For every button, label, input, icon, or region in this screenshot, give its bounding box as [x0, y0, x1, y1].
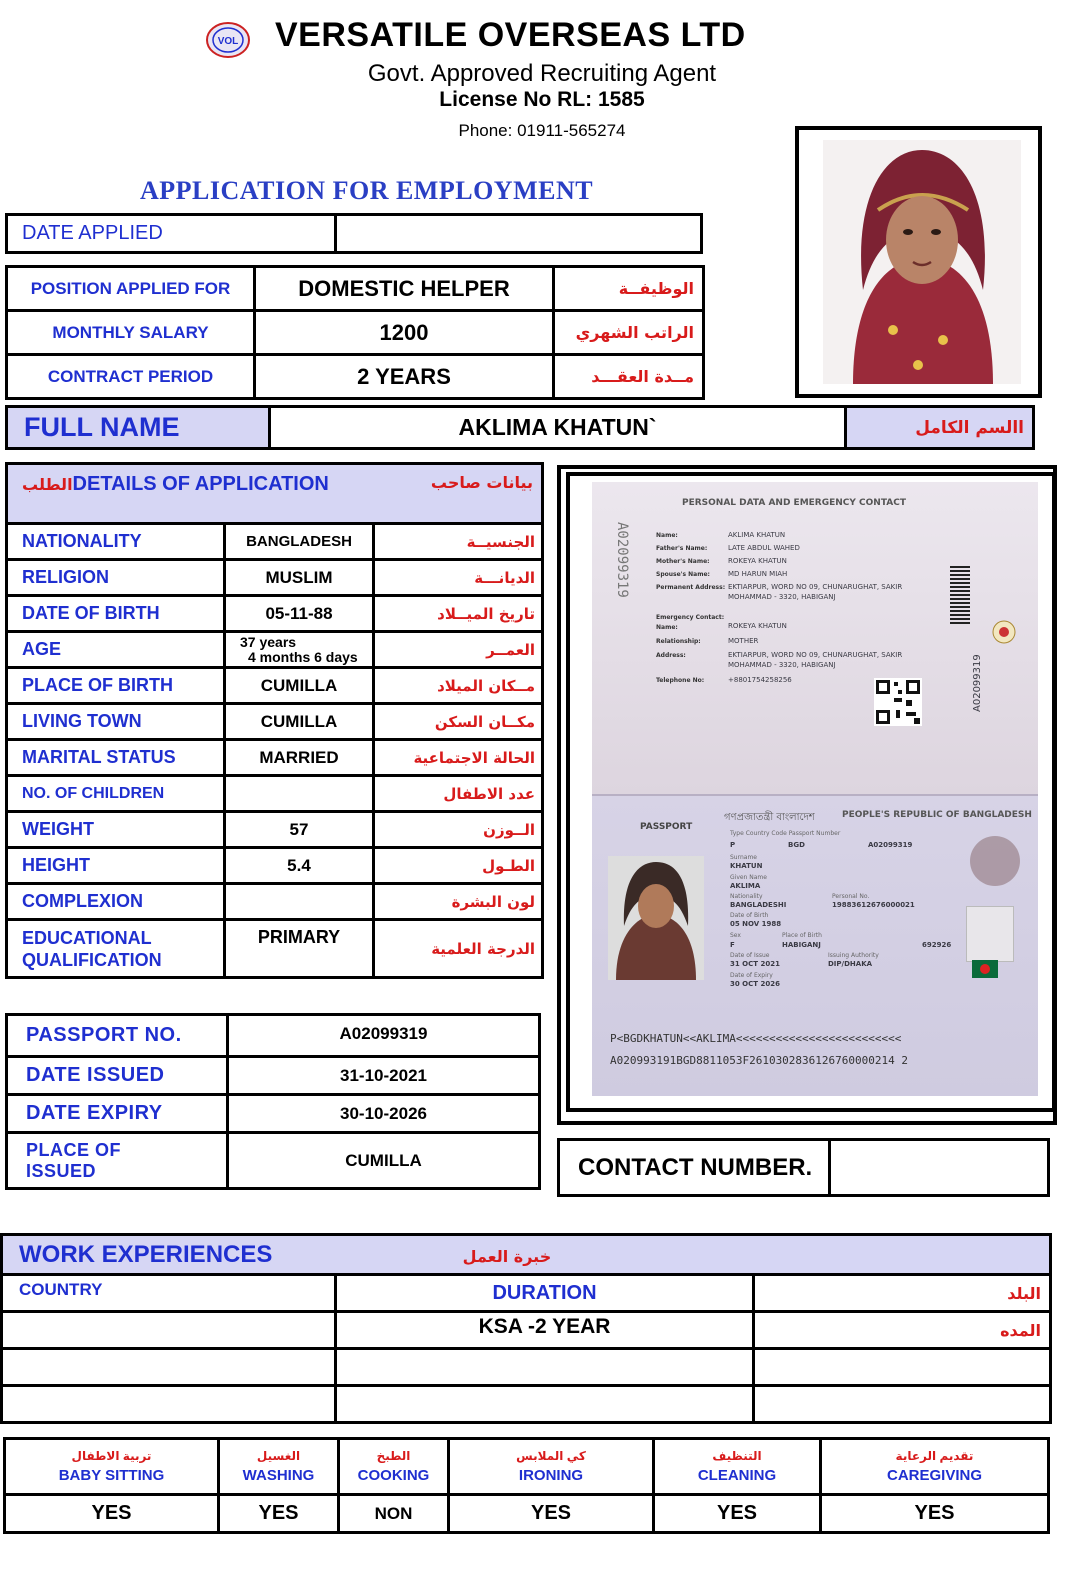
- logo-text: VOL: [217, 36, 239, 47]
- bangladesh-flag-icon: [972, 960, 998, 978]
- nationality-value[interactable]: BANGLADESH: [225, 524, 374, 560]
- salary-label: MONTHLY SALARY: [7, 311, 255, 355]
- contact-number-value[interactable]: [830, 1140, 1049, 1196]
- scan-address-value: EKTIARPUR, WORD NO 09, CHUNARUGHAT, SAKIR: [728, 583, 903, 591]
- work-arabic-title: خبرة العمل: [462, 1246, 552, 1266]
- position-label: POSITION APPLIED FOR: [7, 267, 255, 311]
- detail-row-height: [7, 848, 543, 884]
- skills-value-row: [5, 1495, 1049, 1533]
- skill-cooking: [339, 1439, 449, 1495]
- children-label: NO. OF CHILDREN: [7, 776, 225, 812]
- scan-sex: F: [730, 941, 735, 949]
- scan-father-label: Father's Name:: [656, 545, 708, 552]
- living-town-label: LIVING TOWN: [7, 704, 225, 740]
- scan-authority-label: Issuing Authority: [828, 952, 879, 959]
- scan-authority: DIP/DHAKA: [828, 960, 873, 968]
- place-issued-label: [7, 1133, 228, 1189]
- date-issued-value[interactable]: 31-10-2021: [228, 1057, 540, 1095]
- work-row-3-duration[interactable]: [336, 1386, 754, 1423]
- detail-row-complexion: [7, 884, 543, 920]
- date-applied-table: [5, 213, 703, 254]
- passport-scan: [592, 482, 1038, 1096]
- skills-label-row: [5, 1439, 1049, 1495]
- skill-baby-sitting-arabic: تربية الاطفال: [71, 1449, 152, 1463]
- scan-telephone-value: +8801754258256: [728, 676, 792, 684]
- company-logo: [205, 20, 251, 60]
- detail-row-place-of-birth: [7, 668, 543, 704]
- skill-washing-value[interactable]: YES: [219, 1495, 339, 1533]
- work-row-2-duration[interactable]: [336, 1349, 754, 1386]
- date-expiry-label: DATE EXPIRY: [7, 1095, 228, 1133]
- position-arabic: الوظيفــة: [554, 267, 704, 311]
- scan-relationship-label: Relationship:: [656, 638, 701, 645]
- scan-serial-vertical: A02099319: [614, 522, 630, 598]
- salary-arabic: الراتب الشهري: [554, 311, 704, 355]
- work-row-2-country[interactable]: [2, 1349, 336, 1386]
- scan-pob-label: Place of Birth: [782, 932, 822, 939]
- position-table: [5, 265, 705, 400]
- scan-mother-label: Mother's Name:: [656, 558, 710, 565]
- scan-republic-bn: গণপ্রজাতন্ত্রী বাংলাদেশ: [724, 812, 815, 823]
- applicant-photo-frame: [795, 126, 1042, 398]
- contract-label: CONTRACT PERIOD: [7, 355, 255, 399]
- scan-given-label: Given Name: [730, 874, 767, 881]
- scan-code: 692926: [922, 941, 952, 949]
- contract-arabic: مــدة العقـــد: [554, 355, 704, 399]
- place-issued-row: [7, 1133, 540, 1189]
- scan-nationality: BANGLADESHI: [730, 901, 787, 909]
- work-title: WORK EXPERIENCES: [19, 1240, 273, 1268]
- dob-value[interactable]: 05-11-88: [225, 596, 374, 632]
- height-label: HEIGHT: [7, 848, 225, 884]
- ghost-photo-small-icon: [966, 906, 1014, 962]
- skill-caregiving: [821, 1439, 1049, 1495]
- skill-washing-arabic: الغسيل: [256, 1449, 301, 1463]
- scan-expiry: 30 OCT 2026: [730, 980, 780, 988]
- height-arabic: الطـول: [374, 848, 543, 884]
- age-label: AGE: [7, 632, 225, 668]
- skill-caregiving-arabic: تقديم الرعاية: [895, 1449, 974, 1463]
- work-col-country: COUNTRY: [2, 1275, 336, 1312]
- scan-type: P: [730, 841, 736, 849]
- company-subtitle: Govt. Approved Recruiting Agent: [367, 60, 717, 87]
- work-row-1-duration[interactable]: KSA -2 YEAR: [336, 1312, 754, 1349]
- detail-row-religion: [7, 560, 543, 596]
- scan-passport-number: A02099319: [868, 841, 913, 849]
- skill-cleaning-label: CLEANING: [697, 1467, 777, 1484]
- skill-ironing-value[interactable]: YES: [449, 1495, 654, 1533]
- applicant-photo: [823, 140, 1021, 384]
- skill-baby-sitting-label: BABY SITTING: [58, 1467, 165, 1484]
- passport-photo-page: [592, 794, 1038, 1096]
- height-value[interactable]: 5.4: [225, 848, 374, 884]
- religion-value[interactable]: MUSLIM: [225, 560, 374, 596]
- scan-republic: PEOPLE'S REPUBLIC OF BANGLADESH: [842, 810, 1032, 820]
- contract-value[interactable]: 2 YEARS: [255, 355, 554, 399]
- place-issued-label-line1: PLACE OF: [26, 1139, 122, 1160]
- education-label-line2: QUALIFICATION: [22, 949, 162, 970]
- position-value[interactable]: DOMESTIC HELPER: [255, 267, 554, 311]
- passport-table: [5, 1013, 541, 1190]
- skill-baby-sitting-value[interactable]: YES: [5, 1495, 219, 1533]
- religion-arabic: الديانـــة: [374, 560, 543, 596]
- detail-row-nationality: [7, 524, 543, 560]
- full-name-label: FULL NAME: [7, 407, 270, 449]
- education-arabic: الدرجة العلمية: [374, 920, 543, 978]
- children-value[interactable]: [225, 776, 374, 812]
- ghost-photo-icon: [970, 836, 1020, 886]
- complexion-arabic: لون البشرة: [374, 884, 543, 920]
- education-label-line1: EDUCATIONAL: [22, 927, 152, 948]
- passport-no-row: [7, 1015, 540, 1057]
- weight-label: WEIGHT: [7, 812, 225, 848]
- skill-ironing-label: IRONING: [518, 1467, 584, 1484]
- age-value[interactable]: [225, 632, 374, 668]
- education-label: [7, 920, 225, 978]
- age-months-days: 4 months 6 days: [248, 648, 358, 665]
- scan-em-name-label: Name:: [656, 624, 678, 631]
- weight-value[interactable]: 57: [225, 812, 374, 848]
- place-issued-label-line2: ISSUED: [26, 1160, 97, 1181]
- scan-dob: 05 NOV 1988: [730, 920, 782, 928]
- skill-baby-sitting: [5, 1439, 219, 1495]
- scan-name-value: AKLIMA KHATUN: [728, 531, 786, 539]
- age-years: 37 years: [240, 633, 297, 650]
- scan-personal-no-label: Personal No.: [832, 893, 870, 900]
- details-header-arabic-left: الطلب: [22, 475, 73, 494]
- position-row: [7, 267, 704, 311]
- scan-relationship-value: MOTHER: [728, 637, 759, 645]
- nationality-label: NATIONALITY: [7, 524, 225, 560]
- salary-row: [7, 311, 704, 355]
- weight-arabic: الــوزن: [374, 812, 543, 848]
- work-row-2: [2, 1349, 1051, 1386]
- full-name-value[interactable]: AKLIMA KHATUN`: [270, 407, 846, 449]
- mrz-line-1: P<BGDKHATUN<<AKLIMA<<<<<<<<<<<<<<<<<<<<<<<<<: [610, 1032, 902, 1045]
- license-number: License No RL: 1585: [439, 88, 645, 111]
- contact-number-label: CONTACT NUMBER.: [559, 1140, 830, 1196]
- scan-sex-label: Sex: [730, 932, 741, 939]
- nationality-arabic: الجنسيــة: [374, 524, 543, 560]
- skill-cleaning-value[interactable]: YES: [654, 1495, 821, 1533]
- date-applied-label: DATE APPLIED: [7, 215, 336, 253]
- company-name: VERSATILE OVERSEAS LTD: [275, 16, 746, 54]
- dob-arabic: تاريخ الميــلاد: [374, 596, 543, 632]
- work-row-1: [2, 1312, 1051, 1349]
- scan-issue-label: Date of Issue: [730, 952, 770, 959]
- scan-expiry-label: Date of Expiry: [730, 972, 773, 979]
- scan-em-address-value-2: MOHAMMAD - 3320, HABIGANJ: [728, 661, 836, 669]
- work-row-3: [2, 1386, 1051, 1423]
- contact-table: [557, 1138, 1050, 1197]
- date-issued-row: [7, 1057, 540, 1095]
- passport-no-label: PASSPORT NO.: [7, 1015, 228, 1057]
- place-issued-value[interactable]: CUMILLA: [228, 1133, 540, 1189]
- scan-country-code: BGD: [788, 841, 805, 849]
- scan-given: AKLIMA: [730, 882, 761, 890]
- scan-pob: HABIGANJ: [782, 941, 821, 949]
- full-name-table: [5, 405, 1035, 450]
- work-column-row: [2, 1275, 1051, 1312]
- living-town-value[interactable]: CUMILLA: [225, 704, 374, 740]
- work-col-duration: DURATION: [336, 1275, 754, 1312]
- skill-caregiving-value[interactable]: YES: [821, 1495, 1049, 1533]
- scan-emergency-label: Emergency Contact:: [656, 614, 725, 621]
- date-expiry-row: [7, 1095, 540, 1133]
- scan-nationality-label: Nationality: [730, 893, 763, 900]
- detail-row-weight: [7, 812, 543, 848]
- marital-status-value[interactable]: MARRIED: [225, 740, 374, 776]
- living-town-arabic: مكــان السكن: [374, 704, 543, 740]
- scan-surname: KHATUN: [730, 862, 763, 870]
- details-table: [5, 462, 544, 979]
- scan-personal-no: 19883612676000021: [832, 901, 915, 909]
- scan-name-label: Name:: [656, 532, 678, 539]
- age-arabic: العمــر: [374, 632, 543, 668]
- passport-data-page: [592, 482, 1038, 794]
- skill-ironing: [449, 1439, 654, 1495]
- detail-row-marital-status: [7, 740, 543, 776]
- scan-father-value: LATE ABDUL WAHED: [728, 544, 800, 552]
- date-issued-label: DATE ISSUED: [7, 1057, 228, 1095]
- place-of-birth-value[interactable]: CUMILLA: [225, 668, 374, 704]
- qr-code-icon: [874, 678, 922, 726]
- complexion-value[interactable]: [225, 884, 374, 920]
- scan-type-code-label: Type Country Code Passport Number: [730, 830, 841, 837]
- marital-status-arabic: الحالة الاجتماعية: [374, 740, 543, 776]
- marital-status-label: MARITAL STATUS: [7, 740, 225, 776]
- scan-surname-label: Surname: [730, 854, 757, 861]
- scan-mother-value: ROKEYA KHATUN: [728, 557, 787, 565]
- complexion-label: COMPLEXION: [7, 884, 225, 920]
- company-phone: Phone: 01911-565274: [458, 121, 626, 140]
- scan-contact-title: PERSONAL DATA AND EMERGENCY CONTACT: [682, 498, 906, 508]
- work-row-1-country[interactable]: [2, 1312, 336, 1349]
- scan-spouse-value: MD HARUN MIAH: [728, 570, 788, 578]
- children-arabic: عدد الاطفال: [374, 776, 543, 812]
- skill-ironing-arabic: كي الملابس: [516, 1449, 586, 1463]
- detail-row-education: [7, 920, 543, 978]
- details-header-arabic-right: بيانات صاحب: [430, 473, 534, 492]
- place-of-birth-arabic: مــكان الميلاد: [374, 668, 543, 704]
- detail-row-dob: [7, 596, 543, 632]
- scan-address-value-2: MOHAMMAD - 3320, HABIGANJ: [728, 593, 836, 601]
- scan-dob-label: Date of Birth: [730, 912, 769, 919]
- scan-spouse-label: Spouse's Name:: [656, 571, 710, 578]
- detail-row-children: [7, 776, 543, 812]
- scan-telephone-label: Telephone No:: [656, 677, 705, 684]
- date-expiry-value[interactable]: 30-10-2026: [228, 1095, 540, 1133]
- work-row-1-arabic: المده: [754, 1312, 1051, 1349]
- scan-em-name-value: ROKEYA KHATUN: [728, 622, 787, 630]
- detail-row-living-town: [7, 704, 543, 740]
- details-header-title: DETAILS OF APPLICATION: [72, 473, 329, 495]
- work-row-3-country[interactable]: [2, 1386, 336, 1423]
- skill-washing-label: WASHING: [242, 1467, 315, 1484]
- work-experience-table: [0, 1233, 1052, 1424]
- skill-cleaning-arabic: التنظيف: [712, 1449, 762, 1463]
- salary-value[interactable]: 1200: [255, 311, 554, 355]
- work-col-arabic: البلد: [754, 1275, 1051, 1312]
- date-applied-value[interactable]: [336, 215, 702, 253]
- place-of-birth-label: PLACE OF BIRTH: [7, 668, 225, 704]
- religion-label: RELIGION: [7, 560, 225, 596]
- details-header-row: [7, 464, 543, 524]
- form-title: APPLICATION FOR EMPLOYMENT: [140, 176, 594, 205]
- mrz-line-2: A020993191BGD8811053F2610302836126760000214 2: [610, 1054, 909, 1067]
- passport-no-value[interactable]: A02099319: [228, 1015, 540, 1057]
- skill-cooking-arabic: الطبخ: [376, 1449, 411, 1463]
- barcode-icon: [950, 564, 970, 624]
- skill-washing: [219, 1439, 339, 1495]
- skill-cooking-label: COOKING: [357, 1467, 430, 1484]
- contract-row: [7, 355, 704, 399]
- scan-passport-word: PASSPORT: [640, 822, 693, 832]
- passport-photo: [608, 856, 704, 980]
- scan-em-address-value: EKTIARPUR, WORD NO 09, CHUNARUGHAT, SAKIR: [728, 651, 903, 659]
- scan-passport-number-vertical: A02099319: [972, 654, 983, 712]
- work-row-3-extra: [754, 1386, 1051, 1423]
- detail-row-age: [7, 632, 543, 668]
- skill-cooking-value[interactable]: NON: [339, 1495, 449, 1533]
- skills-table: [3, 1437, 1050, 1534]
- education-value[interactable]: PRIMARY: [225, 920, 374, 978]
- scan-issue: 31 OCT 2021: [730, 960, 780, 968]
- bangladesh-emblem-icon: [992, 620, 1016, 644]
- full-name-arabic: االسم الكامل: [846, 407, 1034, 449]
- work-header-row: [2, 1235, 1051, 1275]
- skill-cleaning: [654, 1439, 821, 1495]
- work-row-2-extra: [754, 1349, 1051, 1386]
- scan-address-label: Permanent Address:: [656, 584, 726, 591]
- dob-label: DATE OF BIRTH: [7, 596, 225, 632]
- scan-em-address-label: Address:: [656, 652, 686, 659]
- skill-caregiving-label: CAREGIVING: [886, 1467, 982, 1484]
